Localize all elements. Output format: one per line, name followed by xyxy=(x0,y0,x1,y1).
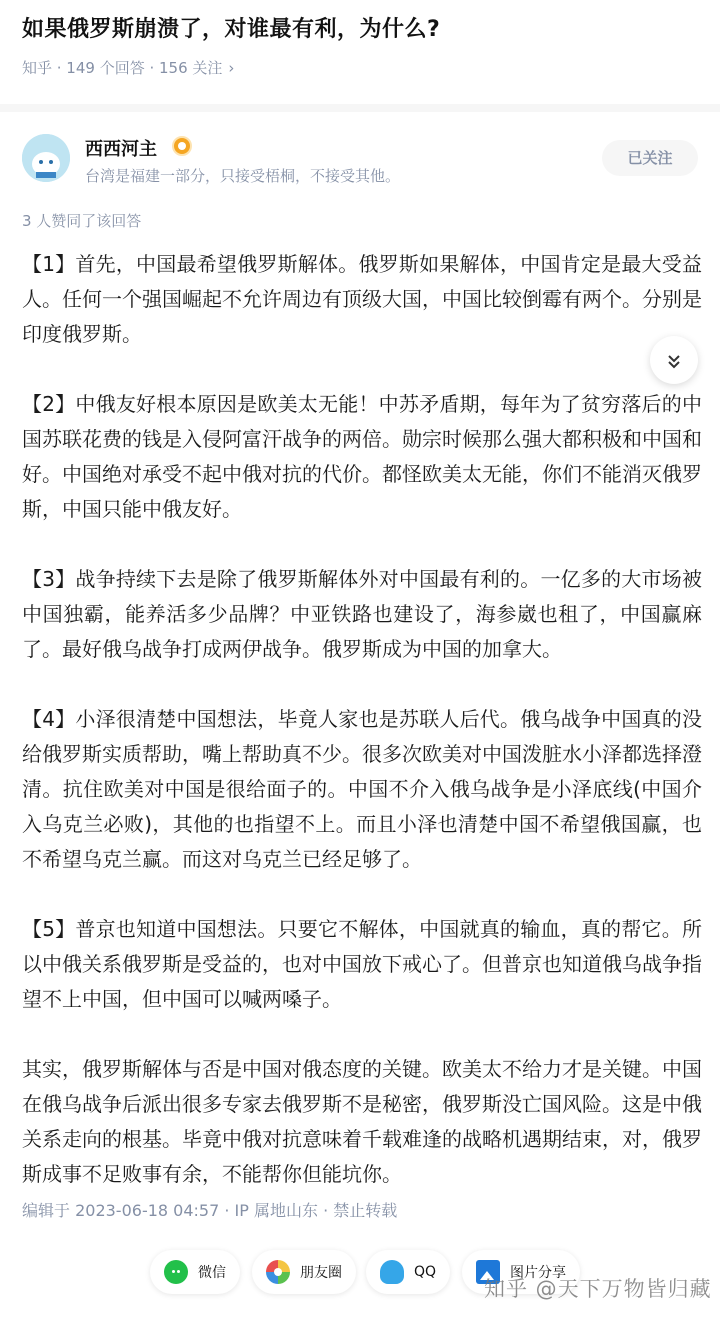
wechat-icon xyxy=(164,1260,188,1284)
qq-icon xyxy=(380,1260,404,1284)
double-chevron-down-icon xyxy=(664,352,684,372)
avatar[interactable] xyxy=(22,134,70,182)
share-label: 微信 xyxy=(198,1265,226,1281)
author-name[interactable]: 西西河主 xyxy=(85,139,157,160)
answer-paragraph: 【4】小泽很清楚中国想法，毕竟人家也是苏联人后代。俄乌战争中国真的没给俄罗斯实质帮助，嘴上帮助真不少。很多次欧美对中国泼脏水小泽都选择澄清。抗住欧美对中国是很给面子的。中国不介入俄乌战争是小泽底线(中国介入乌克兰必败)，其他的也指望不上。而且小泽也清楚中国不希望俄国赢，也不希望乌克兰赢。而这对乌克兰已经足够了。 xyxy=(22,707,702,871)
answer-paragraph: 【2】中俄友好根本原因是欧美太无能！中苏矛盾期，每年为了贫穷落后的中国苏联花费的钱是入侵阿富汗战争的两倍。勋宗时候那么强大都积极和中国和好。中国绝对承受不起中俄对抗的代价。都怪欧美太无能，你们不能消灭俄罗斯，中国只能中俄友好。 xyxy=(22,392,702,521)
chevron-right-icon: › xyxy=(228,59,235,77)
question-header xyxy=(0,0,720,104)
author-bio: 台湾是福建一部分，只接受梧桐，不接受其他。 xyxy=(85,167,401,185)
answer-paragraph: 【5】普京也知道中国想法。只要它不解体，中国就真的输血，真的帮它。所以中俄关系俄罗斯是受益的，也对中国放下戒心了。但普京也知道俄乌战争指望不上中国，但中国可以喊两嗓子。 xyxy=(22,917,702,1011)
author-card xyxy=(0,112,720,204)
collapse-button[interactable] xyxy=(650,336,698,384)
share-label: 图片分享 xyxy=(510,1265,566,1281)
share-label: 朋友圈 xyxy=(300,1265,342,1281)
answer-content xyxy=(22,247,702,1227)
watermark: 知乎 @天下万物皆归藏 xyxy=(484,1277,712,1301)
badge-icon xyxy=(172,136,192,156)
share-qq-button[interactable] xyxy=(366,1250,450,1294)
question-title[interactable]: 如果俄罗斯崩溃了，对谁最有利，为什么? xyxy=(22,17,441,42)
answer-paragraph: 【1】首先，中国最希望俄罗斯解体。俄罗斯如果解体，中国肯定是最大受益人。任何一个强国崛起不允许周边有顶级大国，中国比较倒霉有两个。分别是印度俄罗斯。 xyxy=(22,252,702,346)
answer-paragraph: 【3】战争持续下去是除了俄罗斯解体外对中国最有利的。一亿多的大市场被中国独霸，能养活多少品牌？中亚铁路也建设了，海参崴也租了，中国赢麻了。最好俄乌战争打成两伊战争。俄罗斯成为中国的加拿大。 xyxy=(22,567,702,661)
upvote-note: 3 人赞同了该回答 xyxy=(22,212,142,230)
moments-icon xyxy=(266,1260,290,1284)
question-meta-text: 知乎 · 149 个回答 · 156 关注 xyxy=(22,59,223,77)
share-wechat-button[interactable] xyxy=(150,1250,240,1294)
follow-button[interactable]: 已关注 xyxy=(602,140,698,176)
edit-meta: 编辑于 2023-06-18 04:57 · IP 属地山东 · 禁止转载 xyxy=(22,1201,398,1220)
answer-paragraph: 其实，俄罗斯解体与否是中国对俄态度的关键。欧美太不给力才是关键。中国在俄乌战争后派出很多专家去俄罗斯不是秘密，俄罗斯没亡国风险。这是中俄关系走向的根基。毕竟中俄对抗意味着千载难逢的战略机遇期结束，对，俄罗斯成事不足败事有余，不能帮你但能坑你。 xyxy=(22,1057,702,1186)
question-meta[interactable] xyxy=(22,57,234,78)
share-label: QQ xyxy=(414,1264,437,1280)
share-moments-button[interactable] xyxy=(252,1250,356,1294)
section-divider xyxy=(0,104,720,112)
avatar-icon xyxy=(22,134,70,182)
